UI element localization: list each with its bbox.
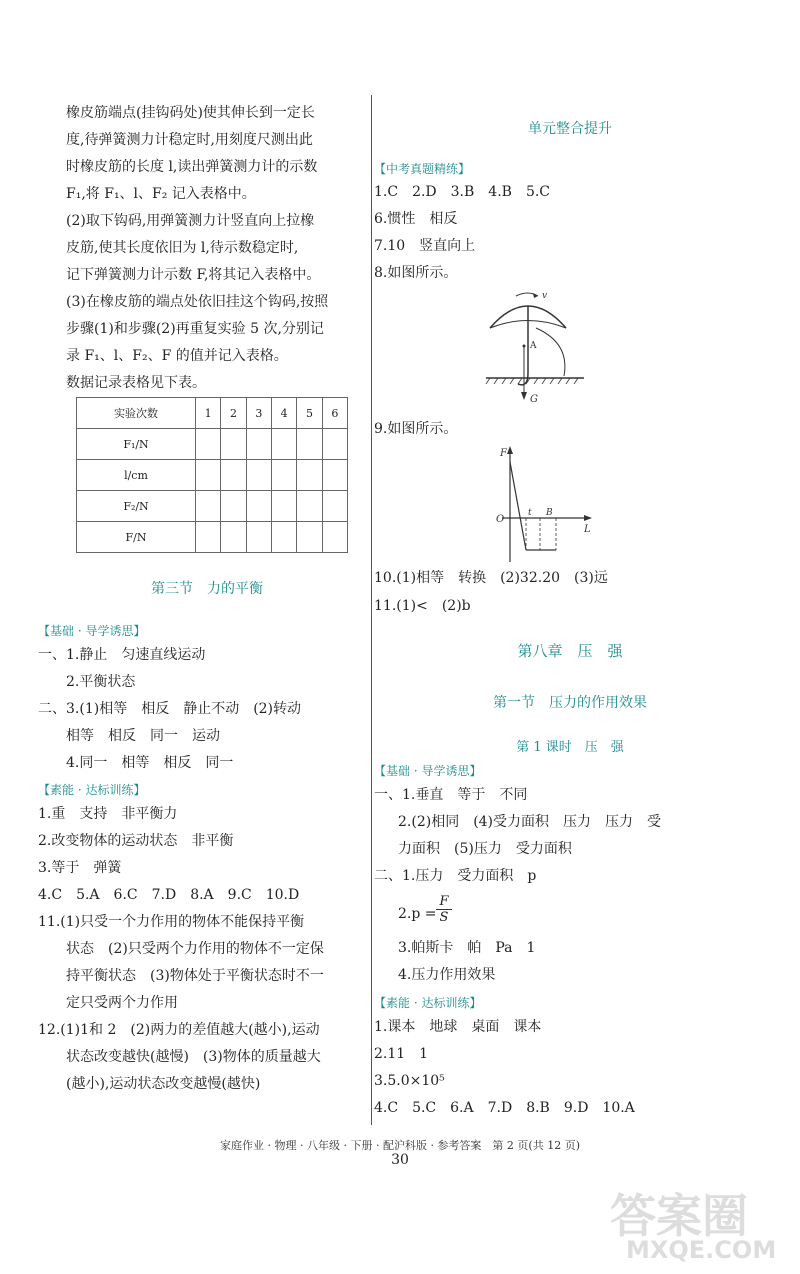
formula-fraction — [436, 894, 452, 925]
answer-line: 9.如图所示。 — [374, 421, 458, 437]
left-line: (2)取下钩码,用弹簧测力计竖直向上拉橡 — [66, 213, 315, 229]
answer-line: 11.(1)只受一个力作用的物体不能保持平衡 — [38, 914, 305, 930]
left-line: 时橡皮筋的长度 l,读出弹簧测力计的示数 — [66, 159, 318, 175]
left-line: 步骤(1)和步骤(2)再重复实验 5 次,分别记 — [66, 321, 324, 337]
section-tag: 【素能 · 达标训练】 — [374, 996, 482, 1010]
answer-line: 1.C 2.D 3.B 4.B 5.C — [374, 184, 551, 200]
table-row-label: F/N — [77, 522, 196, 553]
left-line: 皮筋,使其长度依旧为 l,待示数稳定时, — [66, 240, 299, 256]
answer-line: 1.课本 地球 桌面 课本 — [374, 1019, 542, 1035]
table-header-cell: 1 — [196, 398, 221, 429]
answer-line: 4.同一 相等 相反 同一 — [66, 755, 234, 771]
left-line: 橡皮筋端点(挂钩码处)使其伸长到一定长 — [66, 105, 315, 121]
force-length-graph-figure-9 — [488, 442, 598, 566]
table-header-cell: 3 — [246, 398, 271, 429]
watermark-url: MXQE.COM — [626, 1236, 777, 1264]
answer-line: 8.如图所示。 — [374, 265, 458, 281]
section-title: 第一节 压力的作用效果 — [493, 695, 647, 711]
table-row — [77, 522, 348, 553]
x-axis-label: L — [584, 524, 591, 535]
answer-line: 4.压力作用效果 — [398, 967, 496, 983]
lesson-title: 第 1 课时 压 强 — [516, 740, 624, 755]
section-tag: 【基础 · 导学诱思】 — [374, 764, 482, 778]
answer-line: 相等 相反 同一 运动 — [66, 728, 220, 744]
force-diagram-figure-8 — [480, 288, 590, 408]
gravity-label: G — [530, 394, 538, 405]
answer-line: 状态 (2)只受两个力作用的物体不一定保 — [66, 941, 324, 957]
formula-denominator: S — [436, 909, 452, 925]
left-line: (3)在橡皮筋的端点处依旧挂这个钩码,按照 — [66, 294, 329, 310]
answer-line: 3.5.0×10⁵ — [374, 1073, 445, 1089]
table-header-row — [77, 398, 348, 429]
answer-line: 11.(1)< (2)b — [374, 598, 471, 614]
answer-line: 持平衡状态 (3)物体处于平衡状态时不一 — [66, 968, 324, 984]
watermark-logo: 答案圈 — [610, 1189, 748, 1243]
answer-line: 10.(1)相等 转换 (2)32.20 (3)远 — [374, 570, 608, 586]
answer-line: 二、3.(1)相等 相反 静止不动 (2)转动 — [38, 701, 302, 717]
answer-line: 3.等于 弹簧 — [38, 860, 122, 876]
answer-line: 4.C 5.C 6.A 7.D 8.B 9.D 10.A — [374, 1100, 635, 1116]
table-header-cell: 5 — [297, 398, 322, 429]
origin-label: O — [496, 514, 505, 525]
answer-line: 一、1.静止 匀速直线运动 — [38, 647, 206, 663]
answer-line: 2.平衡状态 — [66, 674, 136, 690]
page-footer: 家庭作业 · 物理 · 八年级 · 下册 · 配沪科版 · 参考答案 第 2 页(共 12 页) — [219, 1139, 580, 1152]
table-row — [77, 429, 348, 460]
answer-line: 2.改变物体的运动状态 非平衡 — [38, 833, 234, 849]
table-row-label: F₂/N — [77, 491, 196, 522]
answer-line: 12.(1)1和 2 (2)两力的差值越大(越小),运动 — [38, 1022, 320, 1038]
answer-line: 状态改变越快(越慢) (3)物体的质量越大 — [66, 1049, 321, 1065]
graph-label-t: t — [528, 508, 532, 518]
answer-line: 4.C 5.A 6.C 7.D 8.A 9.C 10.D — [38, 887, 300, 903]
left-line: F₁,将 F₁、l、F₂ 记入表格中。 — [66, 186, 256, 202]
section-tag: 【素能 · 达标训练】 — [38, 783, 146, 797]
y-axis-label: F — [500, 448, 507, 459]
table-row-label: F₁/N — [77, 429, 196, 460]
chapter-title: 第八章 压 强 — [517, 642, 623, 660]
left-line: 记下弹簧测力计示数 F,将其记入表格中。 — [66, 267, 321, 283]
left-line: 度,待弹簧测力计稳定时,用刻度尺测出此 — [66, 132, 313, 148]
left-line: 数据记录表格见下表。 — [66, 375, 206, 391]
point-label: A — [530, 341, 537, 351]
answer-line: 6.惯性 相反 — [374, 211, 458, 227]
table-header-cell: 2 — [221, 398, 246, 429]
formula-prefix: 2.p = — [398, 906, 437, 922]
graph-label-b: B — [546, 508, 553, 518]
left-line: 录 F₁、l、F₂、F 的值并记入表格。 — [66, 348, 288, 364]
section-title: 第三节 力的平衡 — [151, 581, 263, 597]
answer-line: 二、1.压力 受力面积 p — [374, 868, 537, 884]
table-header-cell: 实验次数 — [77, 398, 196, 429]
table-row — [77, 491, 348, 522]
column-divider — [371, 95, 372, 1125]
answer-line: 一、1.垂直 等于 不同 — [374, 787, 528, 803]
section-tag: 【中考真题精练】 — [374, 162, 471, 176]
answer-line: 1.重 支持 非平衡力 — [38, 806, 178, 822]
table-header-cell: 4 — [271, 398, 296, 429]
unit-title: 单元整合提升 — [528, 121, 612, 137]
velocity-label: v — [542, 291, 548, 301]
answer-line: 力面积 (5)压力 受力面积 — [398, 841, 572, 857]
data-record-table — [76, 397, 348, 553]
answer-line: 3.帕斯卡 帕 Pa 1 — [398, 940, 536, 956]
section-tag: 【基础 · 导学诱思】 — [38, 624, 146, 638]
answer-line: 2.(2)相同 (4)受力面积 压力 压力 受 — [398, 814, 662, 830]
table-row-label: l/cm — [77, 460, 196, 491]
answer-line: 7.10 竖直向上 — [374, 238, 476, 254]
answer-line: 2.11 1 — [374, 1046, 429, 1062]
answer-line: 定只受两个力作用 — [66, 995, 178, 1011]
table-row — [77, 460, 348, 491]
page-number: 30 — [391, 1152, 409, 1168]
table-header-cell: 6 — [322, 398, 347, 429]
formula-numerator: F — [439, 894, 449, 909]
answer-line: (越小),运动状态改变越慢(越快) — [66, 1076, 261, 1092]
